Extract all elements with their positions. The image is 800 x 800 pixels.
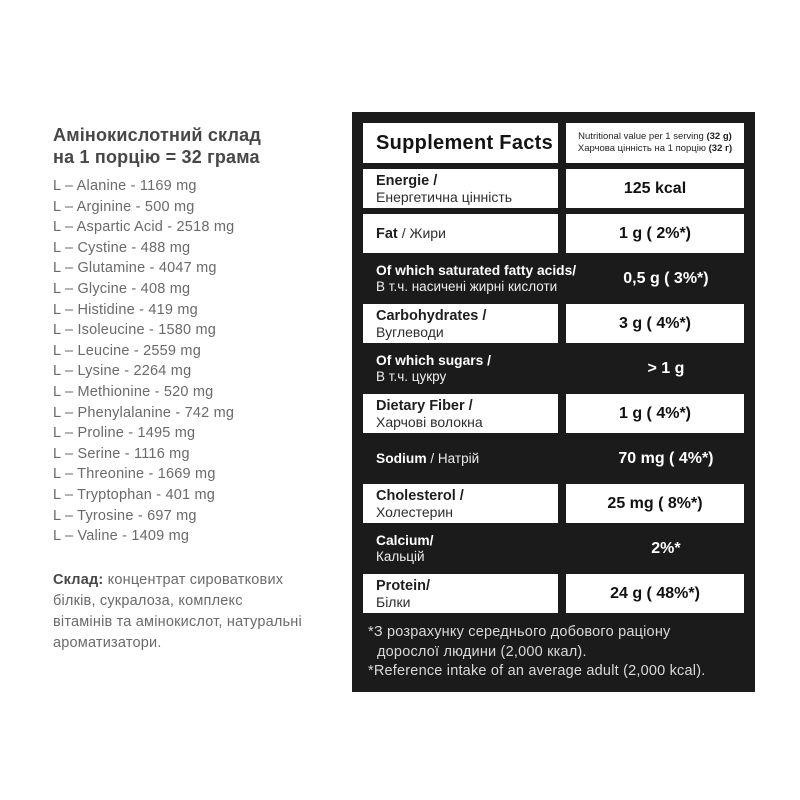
- nutrient-value: 125 kcal: [566, 169, 744, 208]
- nutrient-value: 1 g ( 4%*): [566, 394, 744, 433]
- amino-acid-item: L – Proline - 1495 mg: [53, 425, 196, 442]
- amino-acid-item: L – Glycine - 408 mg: [53, 280, 191, 297]
- nutrient-value: 3 g ( 4%*): [566, 304, 744, 343]
- amino-acid-item: L – Serine - 1116 mg: [53, 445, 190, 462]
- table-row: [363, 169, 744, 208]
- footnote: [363, 619, 744, 686]
- footnote-line: *Reference intake of an average adult (2,000 kcal).: [368, 663, 706, 679]
- amino-acid-item: L – Methionine - 520 mg: [53, 383, 214, 400]
- serving-note: [566, 123, 744, 163]
- composition-line: ароматизатори.: [53, 634, 162, 651]
- nutrient-label: Dietary Fiber / Харчові волокна: [363, 394, 558, 433]
- nutrient-label: Sodium / Натрій: [376, 450, 480, 466]
- nutrient-value: 2%*: [651, 539, 681, 557]
- nutrient-value: 24 g ( 48%*): [566, 574, 744, 613]
- amino-acid-item: L – Isoleucine - 1580 mg: [53, 322, 217, 339]
- composition-label: Склад:: [53, 571, 108, 588]
- nutrient-label: Fat / Жири: [363, 214, 558, 253]
- amino-acid-list: [53, 176, 353, 547]
- amino-section-title: [53, 124, 353, 168]
- table-row: [363, 574, 744, 613]
- table-row: [363, 214, 744, 253]
- amino-acid-item: L – Threonine - 1669 mg: [53, 466, 216, 483]
- amino-acid-item: L – Valine - 1409 mg: [53, 528, 190, 545]
- table-header-row: [363, 123, 744, 163]
- nutrient-label: Of which sugars / В т.ч. цукру: [376, 352, 491, 384]
- amino-section-title-line2: на 1 порцію = 32 грама: [53, 147, 260, 167]
- serving-note-uk: Харчова цінність на 1 порцію (32 г): [577, 143, 733, 154]
- table-row: [363, 349, 744, 388]
- amino-acid-item: L – Arginine - 500 mg: [53, 198, 195, 215]
- table-title: Supplement Facts: [363, 123, 558, 163]
- nutrient-label: Cholesterol / Холестерин: [363, 484, 558, 523]
- amino-acid-item: L – Cystine - 488 mg: [53, 239, 191, 256]
- composition-paragraph: [53, 570, 353, 654]
- nutrient-label: Calcium/ Кальцій: [376, 532, 434, 564]
- amino-acid-item: L – Tyrosine - 697 mg: [53, 507, 197, 524]
- footnote-line: *З розрахунку середнього добового раціону: [368, 624, 671, 640]
- nutrient-label: Carbohydrates / Вуглеводи: [363, 304, 558, 343]
- table-row: [363, 304, 744, 343]
- nutrient-value: 25 mg ( 8%*): [566, 484, 744, 523]
- nutrient-value: 1 g ( 2%*): [566, 214, 744, 253]
- amino-section-title-line1: Амінокислотний склад: [53, 125, 261, 145]
- table-row: [363, 394, 744, 433]
- amino-acid-item: L – Tryptophan - 401 mg: [53, 486, 216, 503]
- composition-line: білків, сукралоза, комплекс: [53, 592, 243, 609]
- table-row: [363, 439, 744, 478]
- serving-note-en: Nutritional value per 1 serving (32 g): [578, 131, 732, 142]
- nutrient-value: 0,5 g ( 3%*): [623, 269, 709, 287]
- composition-line: Склад: концентрат сироваткових: [53, 571, 284, 588]
- nutrient-label: Of which saturated fatty acids/ В т.ч. насичені жирні кислоти: [376, 262, 577, 294]
- table-row: [363, 484, 744, 523]
- nutrient-label: Protein/ Білки: [363, 574, 558, 613]
- amino-acid-item: L – Leucine - 2559 mg: [53, 342, 201, 359]
- supplement-facts-panel: [352, 112, 755, 692]
- amino-acid-item: L – Aspartic Acid - 2518 mg: [53, 219, 235, 236]
- amino-acid-item: L – Glutamine - 4047 mg: [53, 260, 217, 277]
- table-row: [363, 259, 744, 298]
- nutrient-value: 70 mg ( 4%*): [618, 449, 714, 467]
- composition-line: вітамінів та амінокислот, натуральні: [53, 613, 302, 630]
- nutrient-value: > 1 g: [647, 359, 685, 377]
- footnote-line: дорослої людини (2,000 ккал).: [377, 643, 587, 660]
- amino-acid-item: L – Phenylalanine - 742 mg: [53, 404, 235, 421]
- table-row: [363, 529, 744, 568]
- amino-acid-item: L – Lysine - 2264 mg: [53, 363, 192, 380]
- amino-acid-item: L – Alanine - 1169 mg: [53, 178, 197, 194]
- amino-acid-item: L – Histidine - 419 mg: [53, 301, 198, 318]
- nutrient-label: Energie / Енергетична цінність: [363, 169, 558, 208]
- amino-composition-section: [53, 124, 353, 654]
